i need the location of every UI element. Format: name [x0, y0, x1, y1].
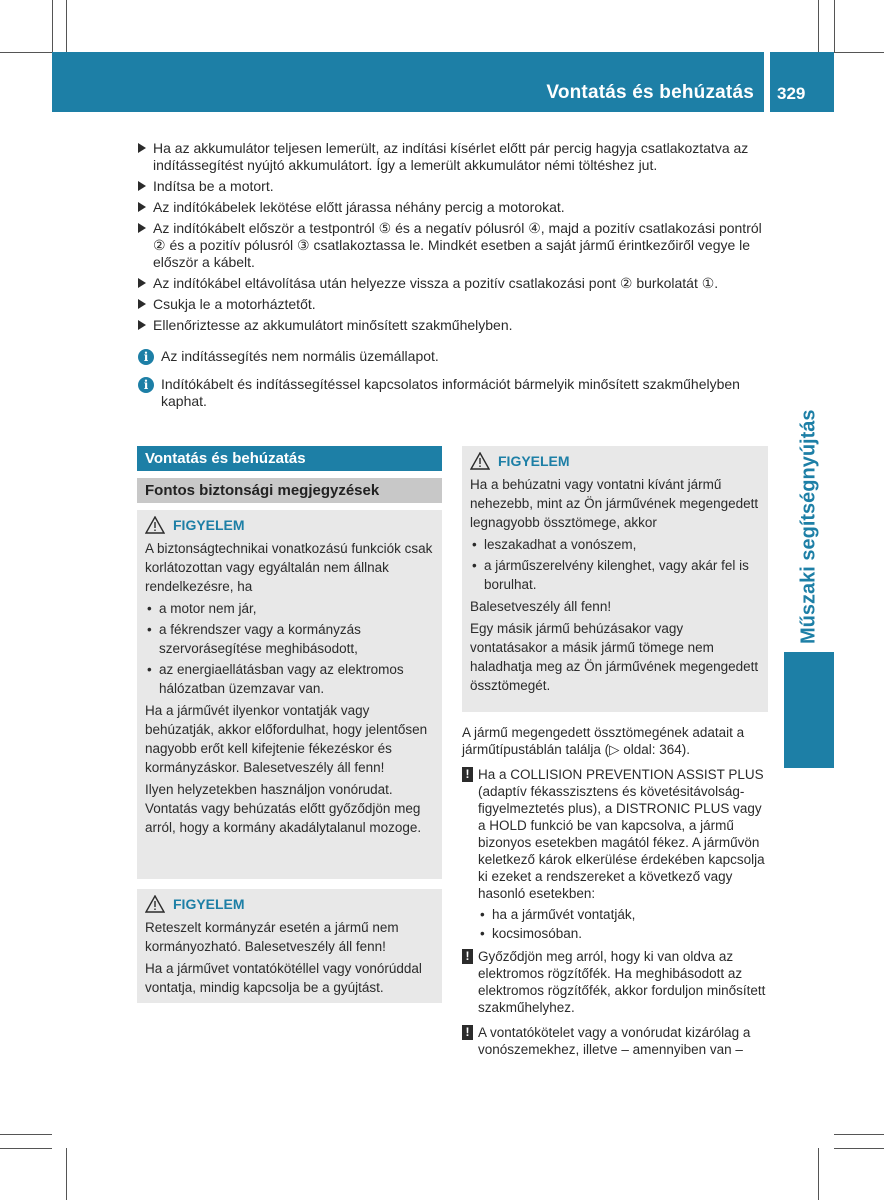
section-heading: Vontatás és behúzatás	[137, 446, 442, 471]
crop-mark	[66, 0, 67, 52]
arrow-bullet-icon	[138, 278, 146, 288]
warning-box	[137, 510, 442, 879]
arrow-bullet-icon	[138, 223, 146, 233]
crop-mark	[834, 1134, 884, 1135]
side-tab	[784, 652, 834, 768]
list-item: • leszakadhat a vonószem,	[470, 535, 760, 554]
note-list	[462, 906, 768, 942]
exclamation-icon: !	[462, 767, 473, 782]
warning-text: Reteszelt kormányzár esetén a jármű nem kormányozható. Balesetveszély áll fenn!	[145, 920, 399, 954]
list-item: • a járműszerelvény kilenghet, vagy akár fel is borulhat.	[470, 556, 760, 594]
side-tab-label: Műszaki segítségnyújtás	[797, 409, 820, 644]
info-icon: i	[138, 377, 154, 393]
list-item: Az indítókábelt először a testpontról ⑤ és a negatív pólusról ④, majd a pozitív csatlakozási pontról ② és a pozitív pólusról ③ csatlakoztassa le. Mindkét esetben a saját jármű érintkezőiről vegye le először a kábelt.	[137, 220, 771, 271]
list-item: • az energiaellátásban vagy az elektromos hálózatban üzemzavar van.	[145, 660, 434, 698]
warning-heading: FIGYELEM	[470, 450, 760, 472]
crop-mark	[66, 1148, 67, 1200]
arrow-bullet-icon	[138, 202, 146, 212]
arrow-bullet-icon	[138, 299, 146, 309]
crop-mark	[834, 1148, 884, 1149]
subsection-heading: Fontos biztonsági megjegyzések	[137, 478, 442, 503]
warning-list	[470, 535, 760, 594]
warning-list	[145, 599, 434, 698]
warning-triangle-icon	[470, 452, 490, 470]
warning-text: Ha a behúzatni vagy vontatni kívánt jármű nehezebb, mint az Ön járművének megengedett legnagyobb össztömege, akkor	[470, 477, 759, 530]
list-item: • a fékrendszer vagy a kormányzás szervorásegítése meghibásodott,	[145, 620, 434, 658]
list-item: Ellenőriztesse az akkumulátort minősített szakműhelyben.	[137, 317, 771, 334]
list-item: • a motor nem jár,	[145, 599, 434, 618]
caution-note: ! A vontatókötelet vagy a vonórudat kizárólag a vonószemekhez, illetve – amennyiben van –	[462, 1024, 768, 1058]
crop-mark	[818, 0, 819, 52]
caution-note: ! Győződjön meg arról, hogy ki van oldva az elektromos rögzítőfék. Ha meghibásodott az elektromos rögzítőfék, akkor forduljon minősített szakműhelyhez.	[462, 948, 768, 1016]
crop-mark	[818, 1148, 819, 1200]
warning-box	[137, 889, 442, 1003]
warning-box	[462, 446, 768, 712]
warning-text: A biztonságtechnikai vonatkozású funkciók csak korlátozottan vagy egyáltalán nem állnak rendelkezésre, ha	[145, 541, 433, 594]
list-item: • ha a járművét vontatják,	[478, 906, 768, 923]
list-item: • kocsimosóban.	[478, 925, 768, 942]
crop-mark	[52, 0, 53, 52]
header-bar	[52, 52, 764, 112]
warning-triangle-icon	[145, 516, 165, 534]
list-item: Csukja le a motorháztetőt.	[137, 296, 771, 313]
warning-text: Ha a járművet vontatókötéllel vagy vonórúddal vontatja, mindig kapcsolja be a gyújtást.	[145, 961, 422, 995]
crop-mark	[0, 1134, 52, 1135]
arrow-bullet-icon	[138, 320, 146, 330]
warning-heading: FIGYELEM	[145, 893, 434, 915]
list-item: Az indítókábelek lekötése előtt járassa néhány percig a motorokat.	[137, 199, 771, 216]
info-note: i Az indítássegítés nem normális üzemállapot.	[137, 348, 771, 365]
warning-text: Ilyen helyzetekben használjon vonórudat. Vontatás vagy behúzatás előtt győződjön meg arról, hogy a kormány akadálytalanul mozoge.	[145, 782, 422, 835]
crop-mark	[0, 1148, 52, 1149]
arrow-bullet-icon	[138, 143, 146, 153]
caution-note: ! Ha a COLLISION PREVENTION ASSIST PLUS (adaptív fékasszisztens és követésitávolság-figyelmeztetés plus), a DISTRONIC PLUS vagy a HOLD funkció be van kapcsolva, a jármű bizonyos esetekben magától fékez. A járművön keletkező károk elkerülése érdekében kapcsolja ki ezeket a rendszereket a következő vagy hasonló esetekben:	[462, 766, 768, 902]
crop-mark	[0, 52, 52, 53]
page-number-box	[770, 52, 834, 112]
crop-mark	[834, 52, 884, 53]
list-item: Ha az akkumulátor teljesen lemerült, az indítási kísérlet előtt pár percig hagyja csatlakoztatva az indítássegítést nyújtó akkumulátort. Így a lemerült akkumulátor némi töltéshez jut.	[137, 140, 771, 174]
paragraph: A jármű megengedett össztömegének adatait a járműtípustáblán találja (▷ oldal: 364).	[462, 725, 745, 757]
warning-triangle-icon	[145, 895, 165, 913]
info-note: i Indítókábelt és indítássegítéssel kapcsolatos információt bármelyik minősített szakműhelyben kaphat.	[137, 376, 771, 410]
info-icon: i	[138, 349, 154, 365]
page-title: Vontatás és behúzatás	[546, 82, 754, 103]
crop-mark	[834, 0, 835, 52]
warning-text: Ha a járművét ilyenkor vontatják vagy behúzatják, akkor előfordulhat, hogy jelentősen nagyobb erőt kell kifejtenie fékezéskor és kormányzáskor. Balesetveszély áll fenn!	[145, 703, 428, 775]
warning-text: Balesetveszély áll fenn!	[470, 599, 612, 614]
list-item: Indítsa be a motort.	[137, 178, 771, 195]
column-text	[462, 724, 768, 1066]
arrow-bullet-icon	[138, 181, 146, 191]
exclamation-icon: !	[462, 949, 473, 964]
warning-heading: FIGYELEM	[145, 514, 434, 536]
list-item: Az indítókábel eltávolítása után helyezze vissza a pozitív csatlakozási pont ② burkolatát ①.	[137, 275, 771, 292]
warning-text: Egy másik jármű behúzásakor vagy vontatásakor a másik jármű tömege nem haladhatja meg az Ön járművének megengedett össztömegét.	[470, 621, 759, 693]
step-list	[137, 140, 771, 338]
page-number: 329	[777, 84, 806, 103]
exclamation-icon: !	[462, 1025, 473, 1040]
